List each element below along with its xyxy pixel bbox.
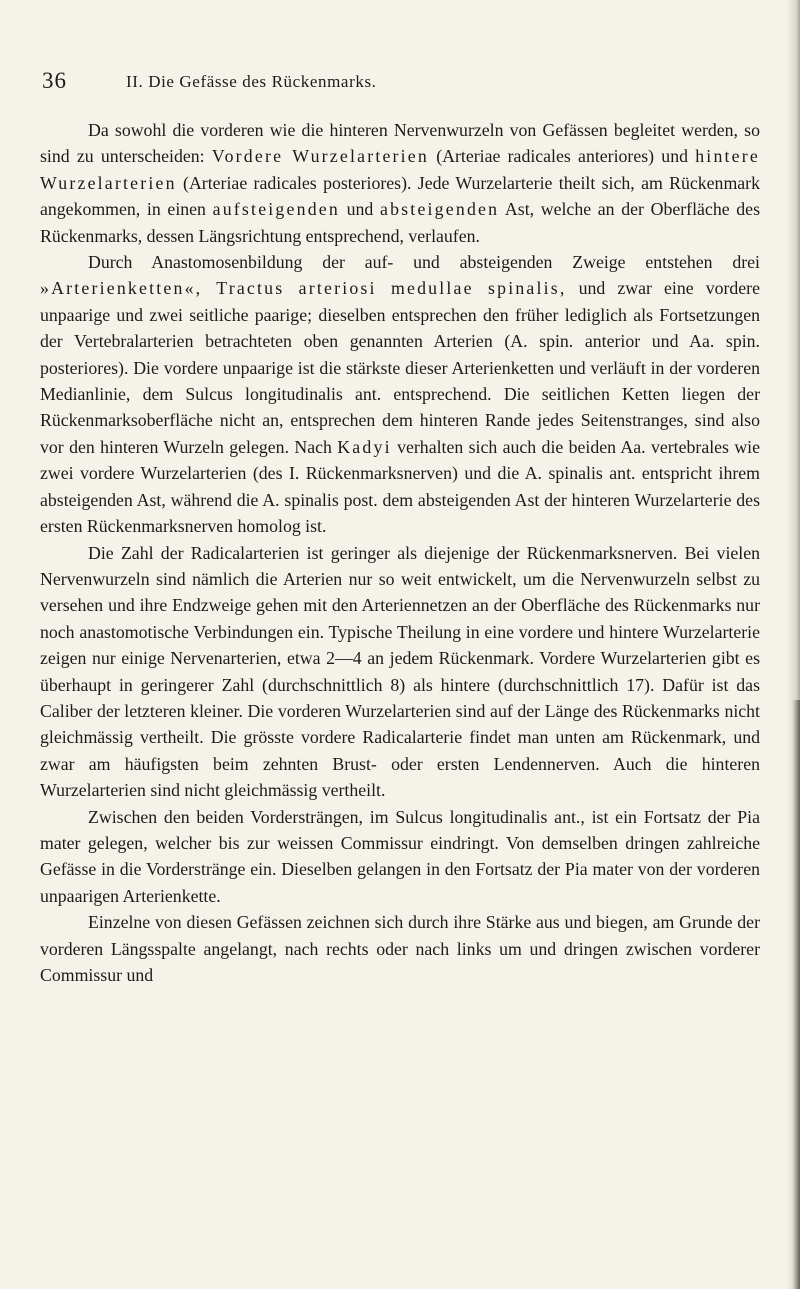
text-run: verhalten sich auch die beiden Aa. vertebrales wie zwei vordere Wurzelarterien (des I. Rückenmarksnerven) und die A. spinalis ant. entspricht ihrem absteigenden Ast, während die A. spinalis post. dem absteigenden Ast der hinteren Wurzelarterie des ersten Rückenmarksnerven homolog ist. [40,436,761,537]
text-run: und zwar eine vordere unpaarige und zwei seitliche paarige; dieselben entsprechen den früher lediglich als Fortsetzungen der Vertebralarterien betrachteten oben genannten Arterien (A. spin. anterior und Aa. spin. posteriores). Die vordere unpaarige ist die stärkste dieser Arterienketten und verläuft in der vorderen Medianlinie, dem Sulcus longitudinalis ant. entsprechend. Die seitlichen Ketten liegen der Rückenmarksoberfläche nicht an, entsprechen dem hinteren Rande jedes Seitenstranges, sind also vor den hinteren Wurzeln gelegen. Nach [40,278,760,457]
term-hintere-wurzelarterien: hintere Wurzelarterien [40,146,760,193]
term-vordere-wurzelarterien: Vordere Wurzelarterien [211,146,429,167]
term-aufsteigenden: aufsteigenden [212,199,340,220]
paragraph-4 [40,804,760,910]
page-edge-shadow-lower [792,700,800,1289]
term-arterienketten: »Arterienketten«, Tractus arteriosi medullae spinalis, [40,278,567,299]
text-run: Zwischen den beiden Vordersträngen, im Sulcus longitudinalis ant., ist ein Fortsatz der Pia mater gelegen, welcher bis zur weissen Commissur eindringt. Von demselben dringen zahlreiche Gefässe in die Vorderstränge ein. Dieselben gelangen in den Fortsatz der Pia mater von der vorderen unpaarigen Arterienkette. [40,806,760,906]
running-head-title: II. Die Gefässe des Rückenmarks. [126,72,377,91]
paragraph-5 [40,909,760,988]
author-kadyi: Kadyi [337,436,392,457]
text-run: Einzelne von diesen Gefässen zeichnen sich durch ihre Stärke aus und biegen, am Grunde der vorderen Längsspalte angelangt, nach rechts oder nach links um und dringen zwischen vorderer Commissur und [40,912,760,985]
text-run: (Arteriae radicales anteriores) und [429,146,696,167]
text-run: Ast, welche an der Oberfläche des Rückenmarks, dessen Längsrichtung entsprechend, verlaufen. [40,199,760,246]
term-absteigenden: absteigenden [380,199,500,220]
text-run: Durch Anastomosenbildung der auf- und absteigenden Zweige entstehen drei [88,252,760,273]
text-run: Da sowohl die vorderen wie die hinteren Nervenwurzeln von Gefässen begleitet werden, so sind zu unterscheiden: [40,120,760,167]
running-head [42,68,742,94]
paragraph-1 [40,117,760,249]
page-number: 36 [42,68,67,93]
paragraph-2 [40,249,760,539]
text-run: (Arteriae radicales posteriores). Jede Wurzelarterie theilt sich, am Rückenmark angekommen, in einen [40,172,760,220]
paragraph-3 [40,540,760,804]
text-run: und [339,199,380,220]
body-text [40,117,760,988]
text-run: Die Zahl der Radicalarterien ist geringer als diejenige der Rückenmarksnerven. Bei vielen Nervenwurzeln sind nämlich die Arterien nur so weit entwickelt, um die Nervenwurzeln selbst zu versehen und ihre Endzweige gehen mit den Arteriennetzen an der Oberfläche des Rückenmarks nur noch anastomotische Verbindungen ein. Typische Theilung in eine vordere und hintere Wurzelarterie zeigen nur einige Nervenarterien, etwa 2—4 an jedem Rückenmark. Vordere Wurzelarterien gibt es überhaupt in geringerer Zahl (durchschnittlich 8) als hintere (durchschnittlich 17). Dafür ist das Caliber der letzteren kleiner. Die vorderen Wurzelarterien sind auf der Länge des Rückenmarks nicht gleichmässig vertheilt. Die grösste vordere Radicalarterie findet man unten am Rückenmark, und zwar am häufigsten beim zehnten Brust- oder ersten Lendennerven. Auch die hinteren Wurzelarterien sind nicht gleichmässig vertheilt. [40,542,760,801]
